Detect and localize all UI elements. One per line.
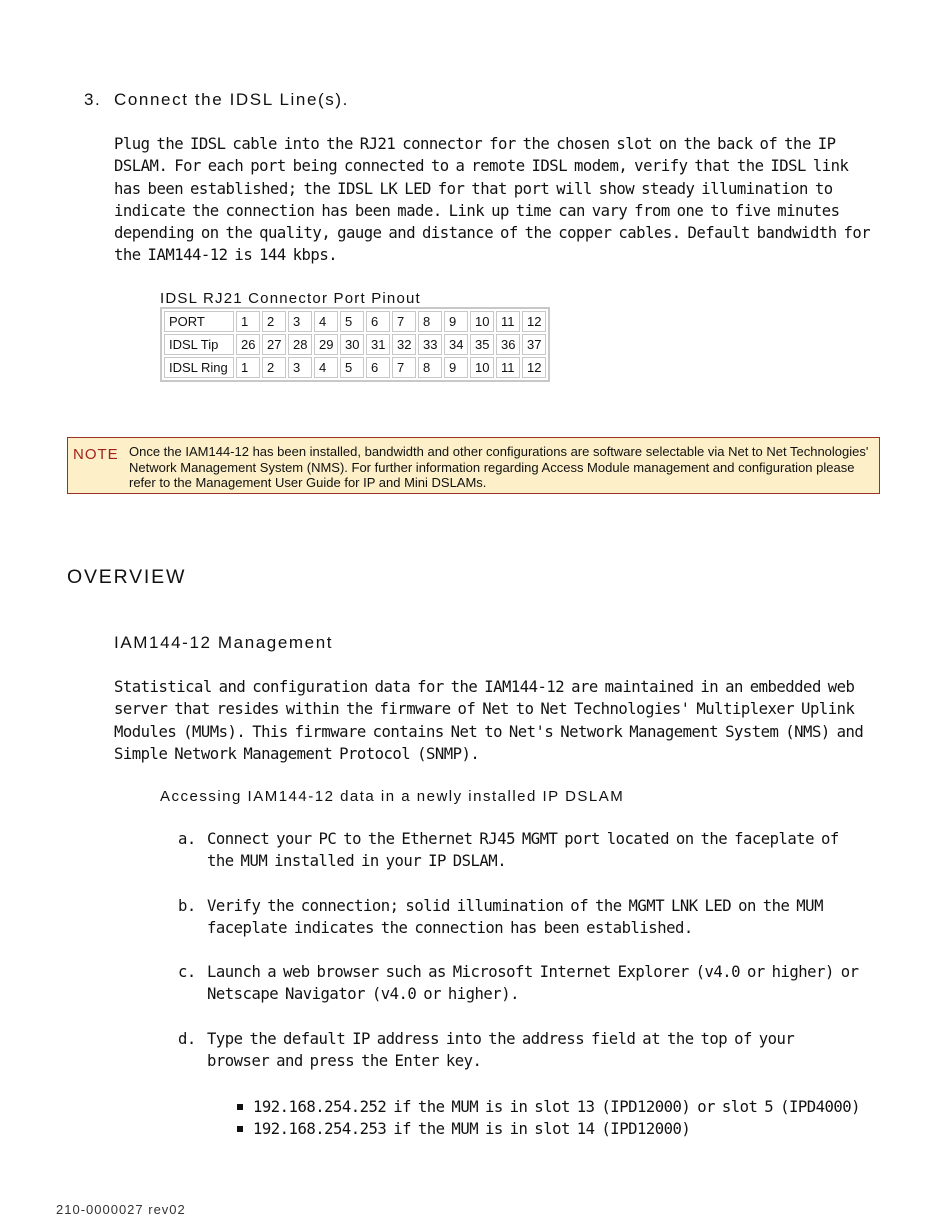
- ip-address-text: 192.168.254.253 if the MUM is in slot 14 (IPD12000): [253, 1120, 691, 1139]
- list-item-text: Verify the connection; solid illumination of the MGMT LNK LED on the MUM faceplate indicates the connection has been established.: [207, 896, 823, 937]
- table-row: [164, 357, 546, 378]
- document-footer: 210-0000027 rev02: [56, 1202, 186, 1217]
- table-cell: 29: [314, 334, 338, 355]
- note-box: [67, 437, 880, 494]
- bullet-icon: [237, 1104, 243, 1110]
- table-cell: 5: [340, 357, 364, 378]
- table-cell: 36: [496, 334, 520, 355]
- list-item: [236, 1096, 876, 1118]
- list-item-letter: a.: [178, 830, 196, 848]
- table-cell: 6: [366, 357, 390, 378]
- table-cell: 35: [470, 334, 494, 355]
- pinout-table: [160, 307, 550, 382]
- table-cell: 3: [288, 357, 312, 378]
- table-cell: 11: [496, 311, 520, 332]
- table-row: [164, 334, 546, 355]
- table-cell: 1: [236, 311, 260, 332]
- table-cell: 2: [262, 357, 286, 378]
- table-cell: 1: [236, 357, 260, 378]
- list-item-text: Connect your PC to the Ethernet RJ45 MGMT port located on the faceplate of the MUM installed in your IP DSLAM.: [207, 830, 839, 871]
- list-item: [160, 961, 860, 1006]
- management-paragraph: Statistical and configuration data for the IAM144-12 are maintained in an embedded web server that resides within the firmware of Net to Net Technologies' Multiplexer Uplink Modules (MUMs). This firmware contains Net to Net's Network Management System (NMS) and Simple Network Management Protocol (SNMP).: [114, 678, 864, 763]
- table-cell: 12: [522, 311, 546, 332]
- table-cell: 33: [418, 334, 442, 355]
- list-item: [160, 1028, 860, 1073]
- step-number: 3.: [84, 90, 102, 109]
- note-text: Once the IAM144-12 has been installed, bandwidth and other configurations are software selectable via Net to Net Technologies' Network Management System (NMS). For further information regarding Access Module management and configuration please refer to the Management User Guide for IP and Mini DSLAMs.: [129, 444, 869, 491]
- table-row-label: IDSL Tip: [164, 334, 234, 355]
- table-cell: 31: [366, 334, 390, 355]
- pinout-table-caption: IDSL RJ21 Connector Port Pinout: [160, 290, 421, 307]
- step-3-paragraph: Plug the IDSL cable into the RJ21 connector for the chosen slot on the back of the IP DSLAM. For each port being connected to a remote IDSL modem, verify that the IDSL link has been established; the IDSL LK LED for that port will show steady illumination to indicate the connection has been made. Link up time can vary from one to five minutes depending on the quality, gauge and distance of the copper cables. Default bandwidth for the IAM144-12 is 144 kbps.: [114, 135, 871, 265]
- table-cell: 2: [262, 311, 286, 332]
- access-steps-list: [160, 828, 860, 1072]
- list-item: [236, 1118, 876, 1140]
- table-cell: 12: [522, 357, 546, 378]
- list-item: [160, 828, 860, 873]
- list-item: [160, 895, 860, 940]
- table-cell: 9: [444, 311, 468, 332]
- table-cell: 30: [340, 334, 364, 355]
- list-item-letter: d.: [178, 1029, 196, 1048]
- table-cell: 4: [314, 311, 338, 332]
- list-item-text: Type the default IP address into the address field at the top of your browser and press the Enter key.: [207, 1029, 795, 1071]
- table-cell: 6: [366, 311, 390, 332]
- table-cell: 28: [288, 334, 312, 355]
- list-item-letter: b.: [178, 896, 196, 915]
- table-cell: 26: [236, 334, 260, 355]
- table-row: [164, 311, 546, 332]
- access-heading: Accessing IAM144-12 data in a newly installed IP DSLAM: [160, 788, 625, 805]
- table-cell: 5: [340, 311, 364, 332]
- table-cell: 8: [418, 311, 442, 332]
- list-item-letter: c.: [178, 963, 196, 982]
- table-row-label: PORT: [164, 311, 234, 332]
- table-cell: 9: [444, 357, 468, 378]
- ip-address-list: [236, 1096, 876, 1141]
- table-cell: 34: [444, 334, 468, 355]
- note-label: NOTE: [73, 446, 119, 463]
- table-cell: 11: [496, 357, 520, 378]
- list-item-text: Launch a web browser such as Microsoft Internet Explorer (v4.0 or higher) or Netscape Navigator (v4.0 or higher).: [207, 963, 859, 1004]
- table-cell: 7: [392, 357, 416, 378]
- table-cell: 10: [470, 357, 494, 378]
- table-cell: 37: [522, 334, 546, 355]
- table-row-label: IDSL Ring: [164, 357, 234, 378]
- table-cell: 32: [392, 334, 416, 355]
- table-cell: 4: [314, 357, 338, 378]
- step-3-heading: [84, 90, 349, 110]
- table-cell: 8: [418, 357, 442, 378]
- bullet-icon: [237, 1126, 243, 1132]
- ip-address-text: 192.168.254.252 if the MUM is in slot 13 (IPD12000) or slot 5 (IPD4000): [253, 1098, 861, 1116]
- table-cell: 3: [288, 311, 312, 332]
- management-subheading: IAM144-12 Management: [114, 633, 334, 652]
- overview-heading: OVERVIEW: [67, 566, 187, 588]
- table-cell: 27: [262, 334, 286, 355]
- table-cell: 7: [392, 311, 416, 332]
- step-title: Connect the IDSL Line(s).: [114, 90, 349, 109]
- table-cell: 10: [470, 311, 494, 332]
